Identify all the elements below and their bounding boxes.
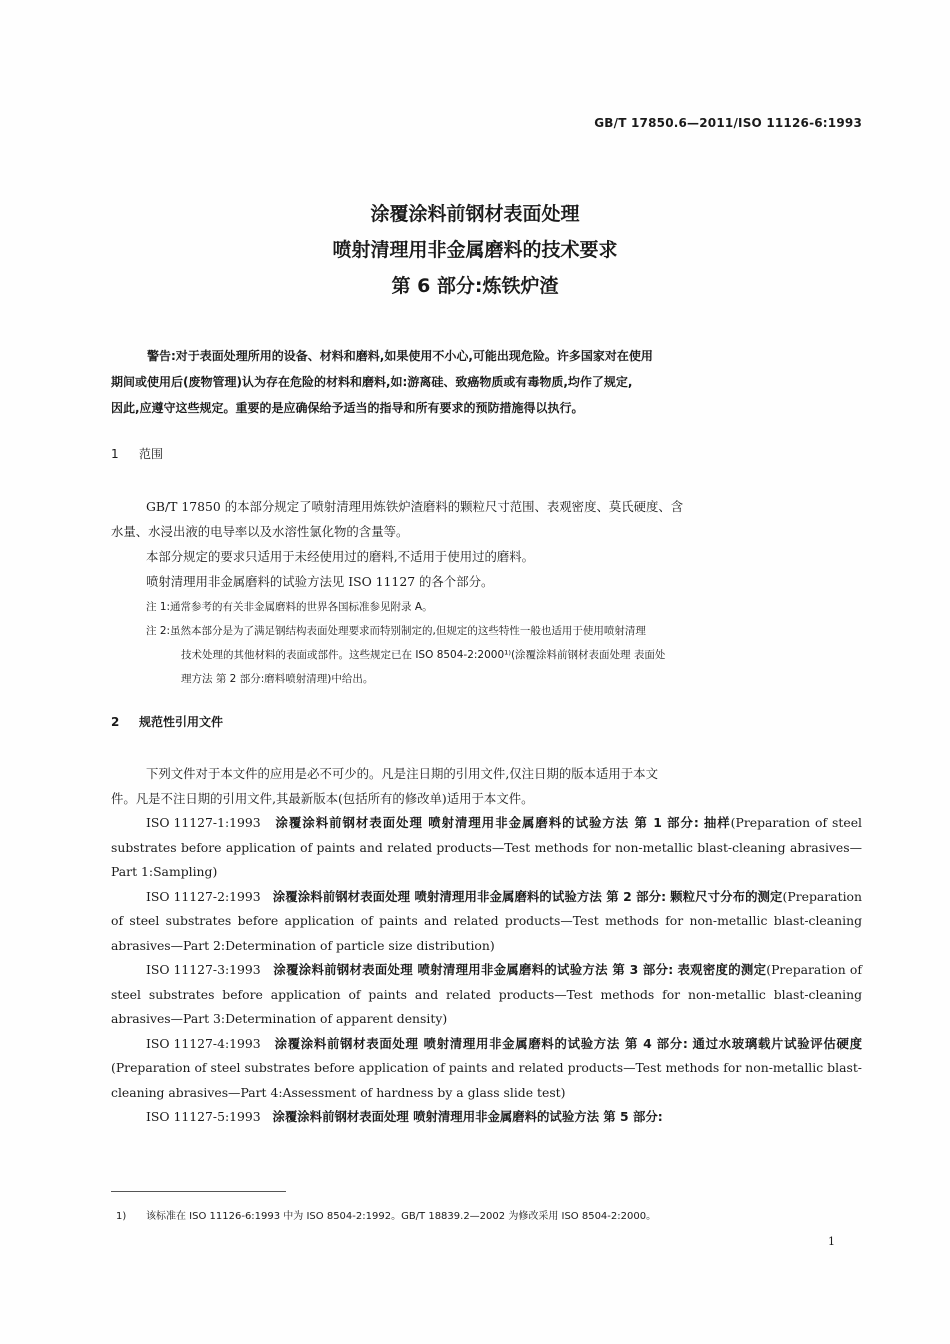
scope-text-line: GB/T 17850 的本部分规定了喷射清理用炼铁炉渣磨料的颗粒尺寸范围、表观密度、莫氏硬度、含 [146, 499, 684, 514]
note-2-line: 技术处理的其他材料的表面或部件。这些规定已在 ISO 8504-2:2000¹⁾(涂覆涂料前钢材表面处理 表面处 [181, 649, 666, 661]
section-2-heading [111, 713, 223, 730]
reference-title-cn: 涂覆涂料前钢材表面处理 喷射清理用非金属磨料的试验方法 第 1 部分: [275, 815, 699, 830]
reference-code: ISO 11127-2:1993 [146, 888, 261, 904]
reference-title-en: (Preparation of steel substrates before application of paints and related products—Test methods for non-metallic blast-cleaning abrasives—Part 3:Determination of apparent density) [111, 962, 862, 1026]
section-1-heading [111, 445, 163, 462]
title-line-1: 涂覆涂料前钢材表面处理 [370, 203, 580, 225]
reference-code: ISO 11127-5:1993 [146, 1109, 261, 1124]
section-number: 2 [111, 715, 120, 729]
reference-subtitle-cn: 表观密度的测定 [677, 962, 767, 977]
page-number: 1 [828, 1235, 835, 1248]
footnote [116, 1207, 657, 1222]
reference-title-cn: 涂覆涂料前钢材表面处理 喷射清理用非金属磨料的试验方法 第 2 部分: [272, 888, 667, 904]
reference-subtitle-cn: 颗粒尺寸分布的测定 [670, 888, 783, 904]
reference-item [111, 885, 862, 959]
reference-item [111, 1032, 862, 1106]
section-number: 1 [111, 447, 119, 461]
warning-line: 因此,应遵守这些规定。重要的是应确保给予适当的指导和所有要求的预防措施得以执行。 [111, 401, 584, 415]
reference-title-cn: 涂覆涂料前钢材表面处理 喷射清理用非金属磨料的试验方法 第 5 部分: [272, 1109, 663, 1124]
warning-line: 警告:对于表面处理所用的设备、材料和磨料,如果使用不小心,可能出现危险。许多国家对在使用 [147, 349, 653, 363]
warning-paragraph [111, 343, 862, 421]
warning-line: 期间或使用后(废物管理)认为存在危险的材料和磨料,如:游离硅、致癌物质或有毒物质,均作了规定, [111, 375, 633, 389]
title-line-2: 喷射清理用非金属磨料的技术要求 [332, 239, 618, 261]
scope-paragraphs [111, 494, 862, 594]
intro-line: 下列文件对于本文件的应用是必不可少的。凡是注日期的引用文件,仅注日期的版本适用于本文 [146, 766, 658, 781]
reference-item [111, 811, 862, 885]
scope-notes [146, 595, 862, 691]
document-title [0, 196, 950, 304]
section-title: 范围 [139, 447, 164, 461]
footnote-divider [111, 1191, 286, 1192]
reference-intro [111, 762, 862, 811]
reference-code: ISO 11127-3:1993 [146, 962, 261, 977]
normative-references [111, 762, 862, 1130]
note-2-line: 注 2:虽然本部分是为了满足钢结构表面处理要求而特别制定的,但规定的这些特性一般也适用于使用喷射清理 [146, 625, 646, 637]
scope-text-line: 喷射清理用非金属磨料的试验方法见 ISO 11127 的各个部分。 [146, 574, 494, 589]
reference-title-cn: 涂覆涂料前钢材表面处理 喷射清理用非金属磨料的试验方法 第 4 部分: [274, 1035, 688, 1051]
reference-title-en: (Preparation of steel substrates before application of paints and related products—Test methods for non-metallic blast-cleaning abrasives—Part 4:Assessment of hardness by a glass slide test) [111, 1060, 862, 1100]
intro-line: 件。凡是不注日期的引用文件,其最新版本(包括所有的修改单)适用于本文件。 [111, 790, 534, 806]
reference-title-cn: 涂覆涂料前钢材表面处理 喷射清理用非金属磨料的试验方法 第 3 部分: [273, 962, 674, 977]
standard-code: GB/T 17850.6—2011/ISO 11126-6:1993 [594, 116, 862, 130]
note-2-line: 理方法 第 2 部分:磨料喷射清理)中给出。 [181, 673, 374, 685]
reference-title-en: (Preparation of steel substrates before application of paints and related products—Test methods for non-metallic blast-cleaning abrasives—Part 2:Determination of particle size distribution) [111, 888, 862, 953]
scope-text-line: 本部分规定的要求只适用于未经使用过的磨料,不适用于使用过的磨料。 [146, 549, 535, 564]
footnote-mark: 1) [116, 1211, 127, 1222]
reference-code: ISO 11127-4:1993 [146, 1035, 261, 1051]
title-line-3: 第 6 部分:炼铁炉渣 [391, 275, 559, 297]
reference-subtitle-cn: 通过水玻璃载片试验评估硬度 [692, 1035, 862, 1051]
reference-item [111, 1105, 862, 1130]
scope-text-line: 水量、水浸出液的电导率以及水溶性氯化物的含量等。 [111, 524, 409, 539]
reference-code: ISO 11127-1:1993 [146, 815, 261, 830]
footnote-text: 该标准在 ISO 11126-6:1993 中为 ISO 8504-2:1992。GB/T 18839.2—2002 为修改采用 ISO 8504-2:2000。 [146, 1211, 657, 1222]
reference-subtitle-cn: 抽样 [703, 815, 731, 830]
reference-title-en: (Preparation of steel substrates before application of paints and related products—Test methods for non-metallic blast-cleaning abrasives—Part 1:Sampling) [111, 815, 862, 879]
reference-item [111, 958, 862, 1032]
section-title: 规范性引用文件 [139, 715, 224, 729]
note-1: 注 1:通常参考的有关非金属磨料的世界各国标准参见附录 A。 [146, 601, 433, 613]
